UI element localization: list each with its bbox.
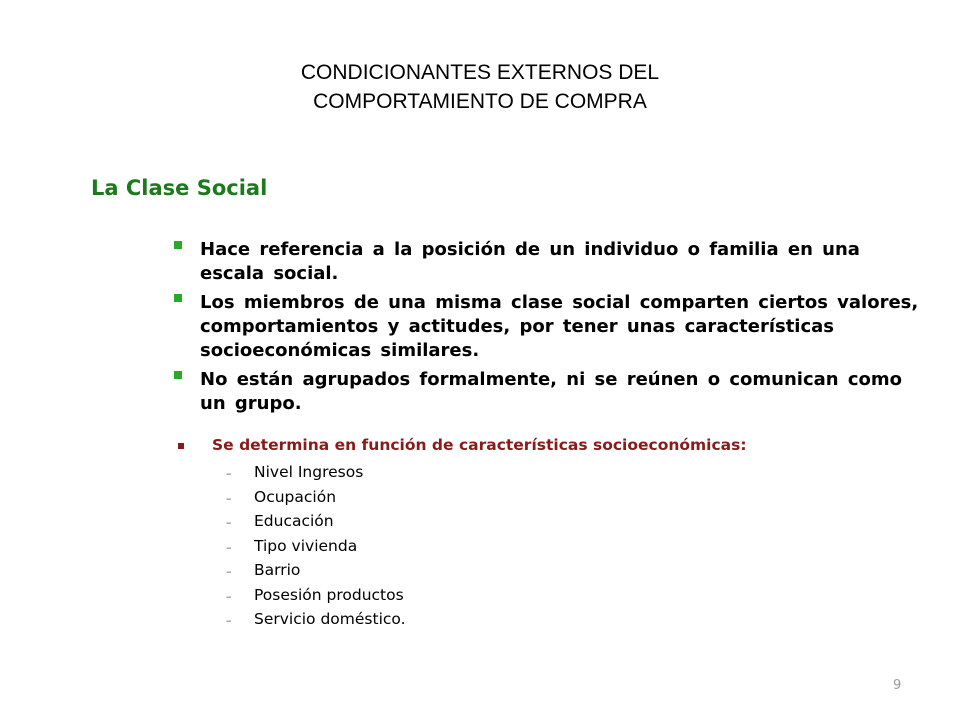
dash-bullet-icon: – — [226, 589, 232, 603]
main-bullet-item — [170, 368, 930, 416]
dash-bullet-icon: – — [226, 467, 232, 480]
sub-heading-text: Se determina en función de características socioeconómicas: — [212, 436, 747, 454]
main-bullet-list — [170, 238, 930, 421]
characteristic-text: Barrio — [254, 561, 301, 579]
dash-bullet-icon: – — [226, 614, 232, 627]
main-bullet-text: Hace referencia a la posición de un individuo o familia en una escala social. — [200, 239, 860, 284]
square-bullet-icon — [174, 371, 182, 379]
main-bullet-text: Los miembros de una misma clase social comparten ciertos valores, comportamientos y actitudes, por tener unas características socioeconómicas similares. — [200, 292, 919, 361]
dash-bullet-icon: – — [226, 565, 232, 578]
dash-bullet-icon: – — [226, 516, 232, 529]
slide-title — [260, 58, 700, 116]
characteristic-item — [226, 558, 406, 583]
slide-title-line-1: CONDICIONANTES EXTERNOS DEL — [300, 61, 660, 84]
square-bullet-icon — [178, 443, 184, 449]
square-bullet-icon — [174, 294, 182, 302]
square-bullet-icon — [174, 241, 182, 249]
characteristic-text: Nivel Ingresos — [254, 463, 364, 481]
main-bullet-item — [170, 238, 930, 286]
characteristic-text: Servicio doméstico. — [254, 610, 406, 628]
characteristic-item — [226, 485, 406, 510]
slide-title-line-2: COMPORTAMIENTO DE COMPRA — [313, 90, 647, 113]
characteristics-list — [226, 460, 406, 632]
main-bullet-item — [170, 291, 930, 363]
characteristic-item — [226, 583, 406, 608]
section-heading: La Clase Social — [91, 176, 268, 200]
main-bullet-text: No están agrupados formalmente, ni se reúnen o comunican como un grupo. — [200, 369, 902, 414]
characteristic-text: Tipo vivienda — [254, 536, 358, 555]
characteristic-item — [226, 509, 406, 534]
dash-bullet-icon: – — [226, 540, 232, 554]
characteristic-text: Ocupación — [254, 487, 337, 506]
characteristic-item — [226, 607, 406, 632]
dash-bullet-icon: – — [226, 491, 232, 505]
characteristic-item — [226, 460, 406, 485]
characteristic-text: Posesión productos — [254, 585, 404, 604]
characteristic-text: Educación — [254, 512, 334, 530]
characteristic-item — [226, 534, 406, 559]
page-number: 9 — [893, 678, 902, 693]
